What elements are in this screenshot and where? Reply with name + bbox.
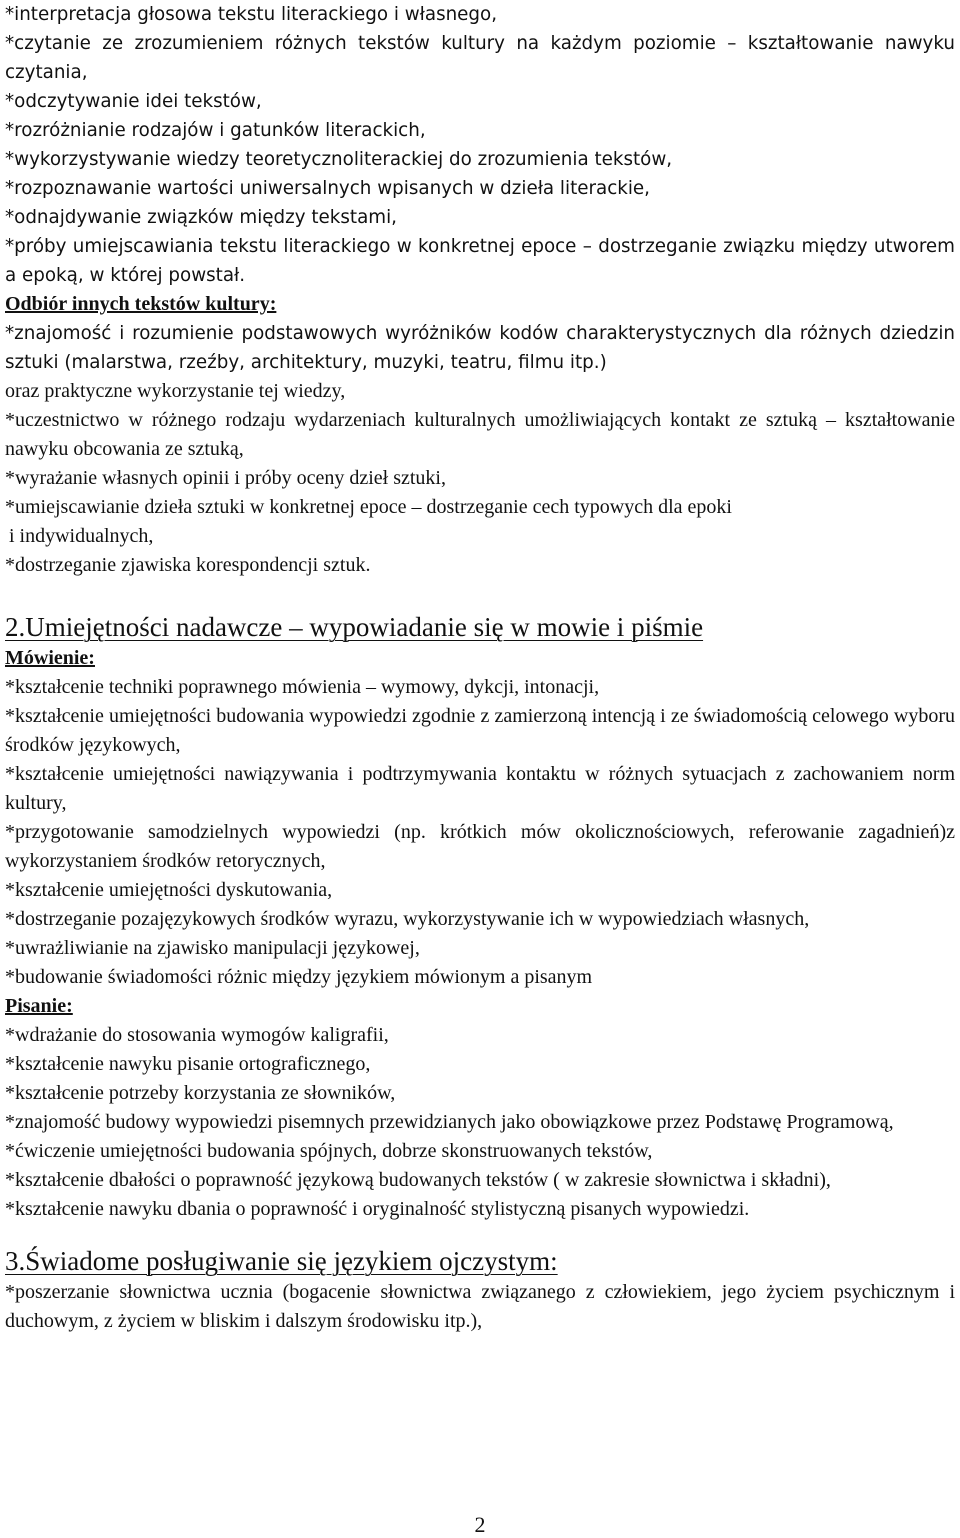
list-item: *uwrażliwianie na zjawisko manipulacji językowej, <box>5 937 420 959</box>
list-item: *kształcenie umiejętności budowania wypowiedzi zgodnie z zamierzoną intencją i ze świadomością celowego wyboru środków językowych, <box>5 705 955 756</box>
list-item: *dostrzeganie pozajęzykowych środków wyrazu, wykorzystywanie ich w wypowiedziach własnych, <box>5 908 810 930</box>
list-item: oraz praktyczne wykorzystanie tej wiedzy, <box>5 380 346 402</box>
list-item: *znajomość i rozumienie podstawowych wyróżników kodów charakterystycznych dla różnych dziedzin sztuki (malarstwa, rzeźby, architektury, muzyki, teatru, filmu itp.) <box>5 323 955 373</box>
spacer <box>5 1224 955 1244</box>
list-item: *interpretacja głosowa tekstu literackiego i własnego, <box>5 4 498 25</box>
page-number: 2 <box>474 1512 486 1537</box>
list-item: *kształcenie techniki poprawnego mówienia – wymowy, dykcji, intonacji, <box>5 676 600 698</box>
subsection-heading-mowienie: Mówienie: <box>5 647 95 669</box>
list-item: *wykorzystywanie wiedzy teoretycznoliterackiej do zrozumienia tekstów, <box>5 149 673 170</box>
list-item: *ćwiczenie umiejętności budowania spójnych, dobrze skonstruowanych tekstów, <box>5 1140 653 1162</box>
section-heading-3: 3.Świadome posługiwanie się językiem ojczystym: <box>5 1246 558 1276</box>
list-item: *kształcenie nawyku pisanie ortograficznego, <box>5 1053 371 1075</box>
list-item: *kształcenie umiejętności nawiązywania i podtrzymywania kontaktu w różnych sytuacjach z zachowaniem norm kultury, <box>5 763 955 814</box>
list-item: *poszerzanie słownictwa ucznia (bogacenie słownictwa związanego z człowiekiem, jego życiem psychicznym i duchowym, z życiem w bliskim i dalszym środowisku itp.), <box>5 1281 955 1332</box>
list-item: i indywidualnych, <box>9 525 154 547</box>
list-item: *znajomość budowy wypowiedzi pisemnych przewidzianych jako obowiązkowe przez Podstawę Programową, <box>5 1111 894 1133</box>
list-item: *wdrażanie do stosowania wymogów kaligrafii, <box>5 1024 389 1046</box>
list-item: *rozróżnianie rodzajów i gatunków literackich, <box>5 120 426 141</box>
document-page <box>5 0 955 1336</box>
list-item: *rozpoznawanie wartości uniwersalnych wpisanych w dzieła literackie, <box>5 178 650 199</box>
spacer <box>5 580 955 610</box>
list-item: *kształcenie potrzeby korzystania ze słowników, <box>5 1082 396 1104</box>
list-item: *umiejscawianie dzieła sztuki w konkretnej epoce – dostrzeganie cech typowych dla epoki <box>5 496 732 518</box>
list-item: *wyrażanie własnych opinii i próby oceny dzieł sztuki, <box>5 467 446 489</box>
list-item: *odczytywanie idei tekstów, <box>5 91 262 112</box>
list-item: *odnajdywanie związków między tekstami, <box>5 207 397 228</box>
subsection-heading-odbior: Odbiór innych tekstów kultury: <box>5 293 277 315</box>
list-item: *budowanie świadomości różnic między językiem mówionym a pisanym <box>5 966 593 988</box>
list-item: *przygotowanie samodzielnych wypowiedzi (np. krótkich mów okolicznościowych, referowanie zagadnień)z wykorzystaniem środków retorycznych, <box>5 821 955 872</box>
list-item: *uczestnictwo w różnego rodzaju wydarzeniach kulturalnych umożliwiających kontakt ze sztuką – kształtowanie nawyku obcowania ze sztuką, <box>5 409 955 460</box>
section-heading-2: 2.Umiejętności nadawcze – wypowiadanie się w mowie i piśmie <box>5 612 704 642</box>
list-item: *kształcenie umiejętności dyskutowania, <box>5 879 333 901</box>
list-item: *kształcenie dbałości o poprawność językową budowanych tekstów ( w zakresie słownictwa i składni), <box>5 1169 831 1191</box>
list-item: *kształcenie nawyku dbania o poprawność i oryginalność stylistyczną pisanych wypowiedzi. <box>5 1198 750 1220</box>
subsection-heading-pisanie: Pisanie: <box>5 995 73 1017</box>
list-item: *dostrzeganie zjawiska korespondencji sztuk. <box>5 554 371 576</box>
list-item: *czytanie ze zrozumieniem różnych tekstów kultury na każdym poziomie – kształtowanie nawyku czytania, <box>5 33 955 83</box>
list-item: *próby umiejscawiania tekstu literackiego w konkretnej epoce – dostrzeganie związku między utworem a epoką, w której powstał. <box>5 236 955 286</box>
